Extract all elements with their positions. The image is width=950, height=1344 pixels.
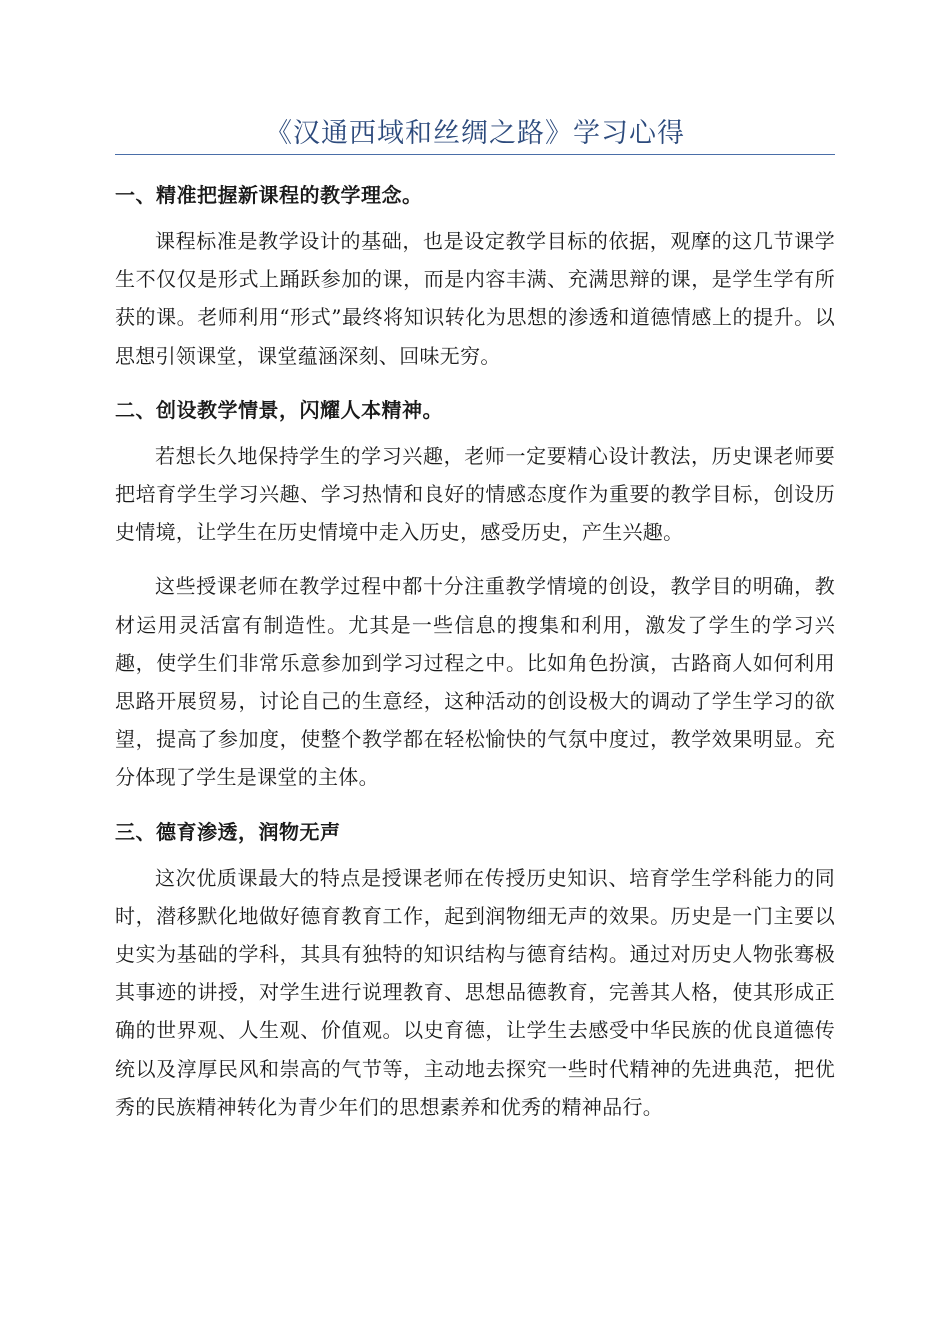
paragraph: 这次优质课最大的特点是授课老师在传授历史知识、培育学生学科能力的同时，潜移默化地做好德育教育工作，起到润物细无声的效果。历史是一门主要以史实为基础的学科，其具有独特的知识结构与德育结构。通过对历史人物张骞极其事迹的讲授，对学生进行说理教育、思想品德教育，完善其人格，使其形成正确的世界观、人生观、价值观。以史育德，让学生去感受中华民族的优良道德传统以及淳厚民风和崇高的气节等，主动地去探究一些时代精神的先进典范，把优秀的民族精神转化为青少年们的思想素养和优秀的精神品行。 [115, 865, 835, 1119]
paragraph: 课程标准是教学设计的基础，也是设定教学目标的依据，观摩的这几节课学生不仅仅是形式上踊跃参加的课，而是内容丰满、充满思辩的课，是学生学有所获的课。老师利用“形式”最终将知识转化为思想的渗透和道德情感上的提升。以思想引领课堂，课堂蕴涵深刻、回味无穷。 [115, 229, 835, 368]
document-body [115, 176, 835, 1142]
paragraph: 若想长久地保持学生的学习兴趣，老师一定要精心设计教法，历史课老师要把培育学生学习兴趣、学习热情和良好的情感态度作为重要的教学目标，创设历史情境，让学生在历史情境中走入历史，感受历史，产生兴趣。 [115, 443, 835, 545]
document-title: 《汉通西域和丝绸之路》学习心得 [265, 118, 685, 149]
section-heading: 一、精准把握新课程的教学理念。 [115, 183, 423, 207]
paragraph: 这些授课老师在教学过程中都十分注重教学情境的创设，教学目的明确，教材运用灵活富有制造性。尤其是一些信息的搜集和利用，激发了学生的学习兴趣，使学生们非常乐意参加到学习过程之中。比如角色扮演，古路商人如何利用思路开展贸易，讨论自己的生意经，这种活动的创设极大的调动了学生学习的欲望，提高了参加度，使整个教学都在轻松愉快的气氛中度过，教学效果明显。充分体现了学生是课堂的主体。 [115, 574, 835, 790]
section-3 [115, 813, 835, 1126]
title-underline [115, 154, 835, 155]
section-2 [115, 391, 835, 797]
section-heading: 三、德育渗透，润物无声 [115, 819, 341, 844]
section-heading: 二、创设教学情景，闪耀人本精神。 [115, 397, 443, 422]
section-1 [115, 176, 835, 375]
